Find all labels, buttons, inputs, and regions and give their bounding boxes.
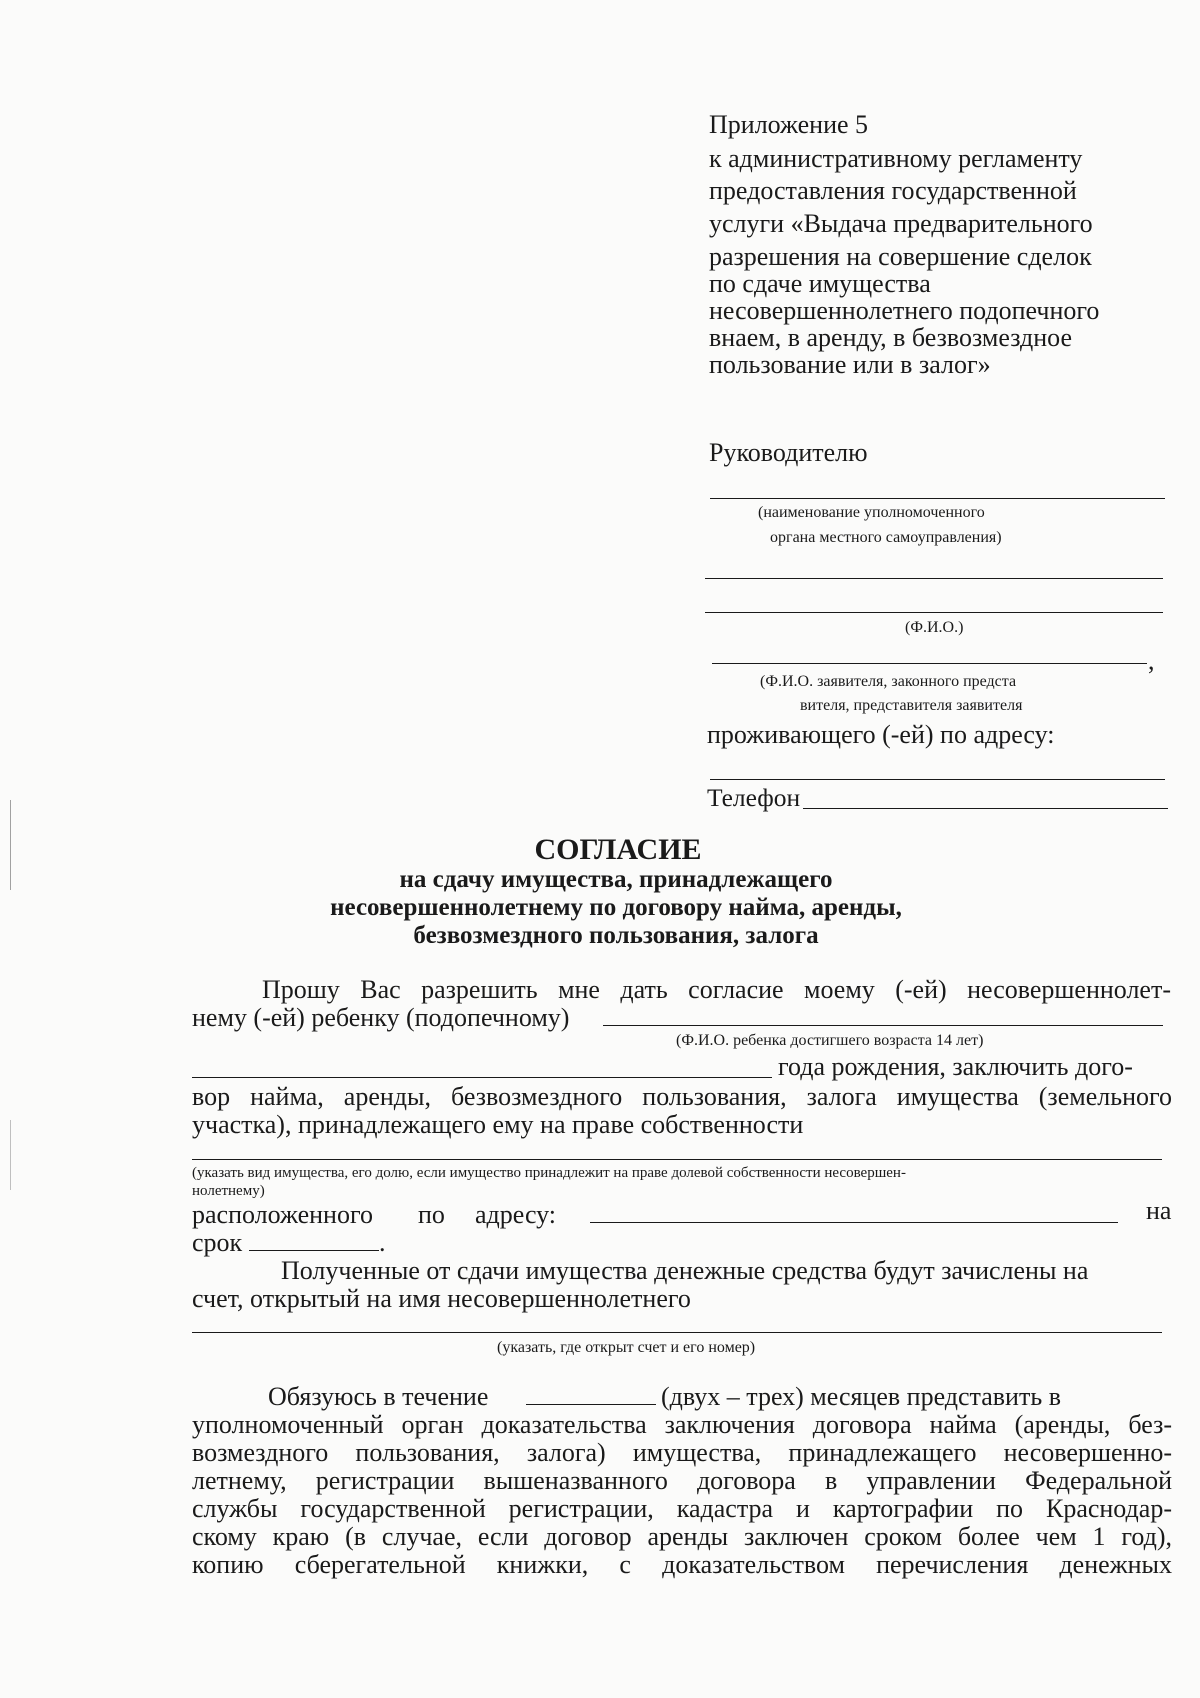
property-caption: (указать вид имущества, его долю, если имущество принадлежит на праве долевой собственности несовершен- bbox=[192, 1165, 906, 1181]
authority-caption: органа местного самоуправления) bbox=[770, 529, 1002, 546]
appendix-line: по сдаче имущества bbox=[709, 269, 931, 298]
body-text: срок bbox=[192, 1228, 243, 1257]
authority-name-field[interactable] bbox=[710, 498, 1165, 499]
body-text: уполномоченный орган доказательства заключения договора найма (аренды, без- bbox=[192, 1410, 1172, 1439]
body-text: Обязуюсь в течение bbox=[268, 1382, 489, 1411]
scan-mark bbox=[10, 1120, 11, 1190]
body-text: адресу: bbox=[475, 1200, 557, 1229]
body-text: года рождения, заключить дого- bbox=[778, 1052, 1133, 1081]
document-subtitle: безвозмездного пользования, залога bbox=[413, 922, 819, 949]
applicant-fio-field[interactable] bbox=[712, 663, 1147, 664]
body-text: счет, открытый на имя несовершеннолетнего bbox=[192, 1284, 691, 1313]
document-subtitle: несовершеннолетнему по договору найма, аренды, bbox=[330, 894, 902, 921]
appendix-line: несовершеннолетнего подопечного bbox=[709, 296, 1100, 325]
body-text: скому краю (в случае, если договор аренды заключен сроком более чем 1 год), bbox=[192, 1522, 1172, 1551]
residing-label: проживающего (-ей) по адресу: bbox=[707, 720, 1055, 749]
body-text: Полученные от сдачи имущества денежные средства будут зачислены на bbox=[281, 1256, 1089, 1285]
appendix-line: разрешения на совершение сделок bbox=[709, 242, 1092, 271]
account-caption: (указать, где открыт счет и его номер) bbox=[497, 1339, 756, 1356]
appendix-line: к административному регламенту bbox=[709, 144, 1083, 173]
document-subtitle: на сдачу имущества, принадлежащего bbox=[399, 866, 833, 893]
appendix-line: предоставления государственной bbox=[709, 176, 1077, 205]
birth-year-field[interactable] bbox=[192, 1077, 772, 1078]
body-text: нему (-ей) ребенку (подопечному) bbox=[192, 1003, 570, 1032]
phone-label: Телефон bbox=[707, 783, 801, 812]
body-text: летнему, регистрации вышеназванного договора в управлении Федеральной bbox=[192, 1466, 1172, 1495]
body-text: службы государственной регистрации, кадастра и картографии по Краснодар- bbox=[192, 1494, 1172, 1523]
body-text: возмездного пользования, залога) имущества, принадлежащего несовершенно- bbox=[192, 1438, 1172, 1467]
property-caption: нолетнему) bbox=[192, 1183, 265, 1199]
authority-name-field-2[interactable] bbox=[705, 578, 1163, 579]
body-text: по bbox=[418, 1200, 445, 1229]
head-fio-field[interactable] bbox=[705, 612, 1163, 613]
address-field[interactable] bbox=[710, 779, 1165, 780]
body-text: Прошу Вас разрешить мне дать согласие моему (-ей) несовершеннолет- bbox=[262, 975, 1171, 1004]
term-field[interactable] bbox=[249, 1250, 379, 1251]
account-field[interactable] bbox=[192, 1332, 1162, 1333]
child-fio-field[interactable] bbox=[603, 1025, 1163, 1026]
comma: , bbox=[1148, 646, 1155, 675]
appendix-number: Приложение 5 bbox=[709, 110, 869, 139]
property-address-field[interactable] bbox=[590, 1222, 1118, 1223]
applicant-caption: (Ф.И.О. заявителя, законного предста bbox=[760, 673, 1017, 690]
appendix-line: внаем, в аренду, в безвозмездное bbox=[709, 323, 1073, 352]
body-text: . bbox=[379, 1228, 386, 1257]
authority-caption: (наименование уполномоченного bbox=[758, 504, 985, 521]
addressee-head: Руководителю bbox=[709, 438, 868, 467]
property-field[interactable] bbox=[192, 1159, 1162, 1160]
body-text: участка), принадлежащего ему на праве собственности bbox=[192, 1110, 804, 1139]
applicant-caption: вителя, представителя заявителя bbox=[800, 697, 1023, 714]
body-text: копию сберегательной книжки, с доказательством перечисления денежных bbox=[192, 1550, 1172, 1579]
body-text: на bbox=[1146, 1196, 1172, 1225]
body-text: расположенного bbox=[192, 1200, 373, 1229]
scan-mark bbox=[10, 800, 11, 890]
appendix-line: услуги «Выдача предварительного bbox=[709, 209, 1093, 238]
phone-field[interactable] bbox=[803, 808, 1168, 809]
months-field[interactable] bbox=[526, 1404, 656, 1405]
child-caption: (Ф.И.О. ребенка достигшего возраста 14 лет) bbox=[676, 1032, 984, 1049]
appendix-line: пользование или в залог» bbox=[709, 350, 991, 379]
fio-caption: (Ф.И.О.) bbox=[905, 619, 964, 636]
body-text: (двух – трех) месяцев представить в bbox=[661, 1382, 1061, 1411]
document-title: СОГЛАСИЕ bbox=[534, 833, 702, 866]
body-text: вор найма, аренды, безвозмездного пользования, залога имущества (земельного bbox=[192, 1082, 1172, 1111]
